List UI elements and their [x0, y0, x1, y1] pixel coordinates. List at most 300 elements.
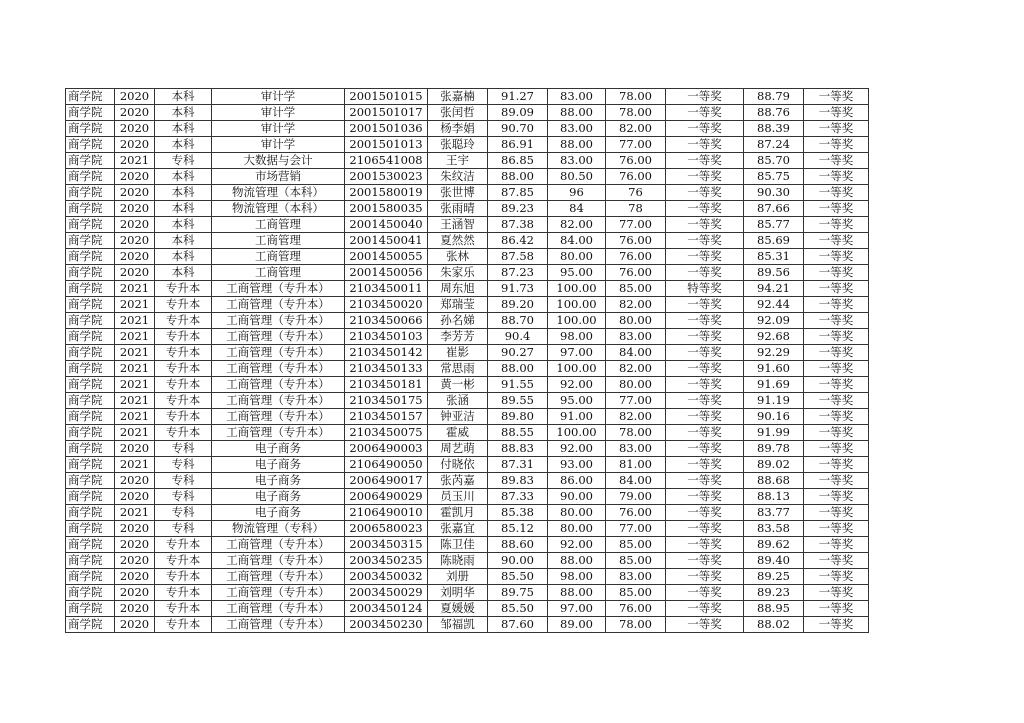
award-2-cell: 一等奖: [804, 313, 869, 329]
college-cell: 商学院: [66, 553, 115, 569]
level-cell: 专升本: [155, 329, 212, 345]
table-row: [66, 553, 869, 569]
score-3-cell: 81.00: [606, 457, 666, 473]
table-row: [66, 441, 869, 457]
award-1-cell: 一等奖: [666, 601, 744, 617]
name-cell: 张涵: [428, 393, 488, 409]
score-1-cell: 87.58: [488, 249, 548, 265]
table-row: [66, 361, 869, 377]
total-score-cell: 83.77: [744, 505, 804, 521]
score-1-cell: 88.55: [488, 425, 548, 441]
college-cell: 商学院: [66, 281, 115, 297]
college-cell: 商学院: [66, 505, 115, 521]
total-score-cell: 91.60: [744, 361, 804, 377]
college-cell: 商学院: [66, 521, 115, 537]
score-3-cell: 76.00: [606, 505, 666, 521]
score-3-cell: 78.00: [606, 425, 666, 441]
total-score-cell: 91.99: [744, 425, 804, 441]
year-cell: 2020: [115, 265, 155, 281]
score-2-cell: 83.00: [548, 153, 606, 169]
name-cell: 夏媛媛: [428, 601, 488, 617]
award-1-cell: 一等奖: [666, 457, 744, 473]
major-cell: 工商管理（专升本）: [212, 377, 345, 393]
major-cell: 工商管理（专升本）: [212, 345, 345, 361]
score-1-cell: 85.50: [488, 601, 548, 617]
table-row: [66, 569, 869, 585]
award-2-cell: 一等奖: [804, 249, 869, 265]
table-row: [66, 473, 869, 489]
award-1-cell: 一等奖: [666, 537, 744, 553]
name-cell: 员玉川: [428, 489, 488, 505]
year-cell: 2020: [115, 537, 155, 553]
student-id-cell: 2001501013: [345, 137, 428, 153]
score-3-cell: 76.00: [606, 249, 666, 265]
score-2-cell: 84.00: [548, 233, 606, 249]
score-2-cell: 100.00: [548, 313, 606, 329]
award-2-cell: 一等奖: [804, 345, 869, 361]
table-row: [66, 233, 869, 249]
award-1-cell: 一等奖: [666, 201, 744, 217]
year-cell: 2020: [115, 601, 155, 617]
college-cell: 商学院: [66, 409, 115, 425]
student-id-cell: 2003450029: [345, 585, 428, 601]
score-2-cell: 83.00: [548, 121, 606, 137]
award-2-cell: 一等奖: [804, 329, 869, 345]
award-1-cell: 一等奖: [666, 441, 744, 457]
award-2-cell: 一等奖: [804, 265, 869, 281]
year-cell: 2021: [115, 361, 155, 377]
college-cell: 商学院: [66, 265, 115, 281]
award-2-cell: 一等奖: [804, 169, 869, 185]
name-cell: 陈卫佳: [428, 537, 488, 553]
level-cell: 本科: [155, 233, 212, 249]
score-1-cell: 91.55: [488, 377, 548, 393]
student-id-cell: 2103450103: [345, 329, 428, 345]
major-cell: 工商管理（专升本）: [212, 329, 345, 345]
major-cell: 工商管理: [212, 233, 345, 249]
table-row: [66, 505, 869, 521]
score-1-cell: 90.70: [488, 121, 548, 137]
major-cell: 工商管理（专升本）: [212, 281, 345, 297]
award-2-cell: 一等奖: [804, 217, 869, 233]
level-cell: 专升本: [155, 425, 212, 441]
major-cell: 电子商务: [212, 441, 345, 457]
level-cell: 本科: [155, 201, 212, 217]
award-2-cell: 一等奖: [804, 377, 869, 393]
year-cell: 2021: [115, 409, 155, 425]
award-2-cell: 一等奖: [804, 569, 869, 585]
college-cell: 商学院: [66, 233, 115, 249]
year-cell: 2020: [115, 249, 155, 265]
score-2-cell: 97.00: [548, 345, 606, 361]
student-id-cell: 2103450066: [345, 313, 428, 329]
name-cell: 张芮嘉: [428, 473, 488, 489]
score-1-cell: 89.20: [488, 297, 548, 313]
total-score-cell: 89.23: [744, 585, 804, 601]
table-row: [66, 377, 869, 393]
award-1-cell: 一等奖: [666, 121, 744, 137]
score-3-cell: 84.00: [606, 345, 666, 361]
major-cell: 工商管理（专升本）: [212, 409, 345, 425]
score-1-cell: 88.00: [488, 361, 548, 377]
name-cell: 周艺萌: [428, 441, 488, 457]
award-2-cell: 一等奖: [804, 537, 869, 553]
score-1-cell: 91.27: [488, 89, 548, 105]
year-cell: 2020: [115, 521, 155, 537]
student-id-cell: 2006490029: [345, 489, 428, 505]
college-cell: 商学院: [66, 537, 115, 553]
major-cell: 工商管理（专升本）: [212, 553, 345, 569]
total-score-cell: 85.75: [744, 169, 804, 185]
total-score-cell: 88.76: [744, 105, 804, 121]
college-cell: 商学院: [66, 329, 115, 345]
major-cell: 工商管理（专升本）: [212, 569, 345, 585]
college-cell: 商学院: [66, 137, 115, 153]
award-1-cell: 一等奖: [666, 89, 744, 105]
award-2-cell: 一等奖: [804, 489, 869, 505]
score-2-cell: 93.00: [548, 457, 606, 473]
award-1-cell: 一等奖: [666, 217, 744, 233]
college-cell: 商学院: [66, 361, 115, 377]
name-cell: 李芳芳: [428, 329, 488, 345]
score-1-cell: 88.60: [488, 537, 548, 553]
college-cell: 商学院: [66, 457, 115, 473]
score-3-cell: 83.00: [606, 569, 666, 585]
level-cell: 专科: [155, 457, 212, 473]
score-2-cell: 80.00: [548, 505, 606, 521]
award-1-cell: 一等奖: [666, 185, 744, 201]
name-cell: 王宇: [428, 153, 488, 169]
table-row: [66, 265, 869, 281]
major-cell: 电子商务: [212, 489, 345, 505]
student-id-cell: 2103450142: [345, 345, 428, 361]
award-2-cell: 一等奖: [804, 233, 869, 249]
total-score-cell: 85.70: [744, 153, 804, 169]
level-cell: 专升本: [155, 361, 212, 377]
college-cell: 商学院: [66, 89, 115, 105]
score-3-cell: 76.00: [606, 601, 666, 617]
year-cell: 2020: [115, 441, 155, 457]
level-cell: 本科: [155, 185, 212, 201]
year-cell: 2020: [115, 569, 155, 585]
award-1-cell: 一等奖: [666, 617, 744, 633]
score-1-cell: 90.27: [488, 345, 548, 361]
score-2-cell: 88.00: [548, 105, 606, 121]
score-2-cell: 92.00: [548, 441, 606, 457]
award-1-cell: 一等奖: [666, 137, 744, 153]
level-cell: 专科: [155, 521, 212, 537]
award-2-cell: 一等奖: [804, 281, 869, 297]
major-cell: 大数据与会计: [212, 153, 345, 169]
score-2-cell: 96: [548, 185, 606, 201]
level-cell: 专科: [155, 473, 212, 489]
year-cell: 2020: [115, 553, 155, 569]
score-1-cell: 85.38: [488, 505, 548, 521]
total-score-cell: 89.40: [744, 553, 804, 569]
major-cell: 工商管理: [212, 217, 345, 233]
award-1-cell: 一等奖: [666, 249, 744, 265]
award-2-cell: 一等奖: [804, 409, 869, 425]
score-3-cell: 85.00: [606, 585, 666, 601]
student-id-cell: 2103450157: [345, 409, 428, 425]
award-2-cell: 一等奖: [804, 89, 869, 105]
college-cell: 商学院: [66, 393, 115, 409]
year-cell: 2020: [115, 585, 155, 601]
name-cell: 霍威: [428, 425, 488, 441]
level-cell: 专升本: [155, 313, 212, 329]
level-cell: 专升本: [155, 569, 212, 585]
name-cell: 邹福凯: [428, 617, 488, 633]
score-3-cell: 82.00: [606, 297, 666, 313]
score-3-cell: 82.00: [606, 361, 666, 377]
score-2-cell: 88.00: [548, 137, 606, 153]
year-cell: 2020: [115, 489, 155, 505]
level-cell: 本科: [155, 121, 212, 137]
student-id-cell: 2106541008: [345, 153, 428, 169]
score-1-cell: 87.33: [488, 489, 548, 505]
name-cell: 夏然然: [428, 233, 488, 249]
name-cell: 张闰哲: [428, 105, 488, 121]
score-3-cell: 80.00: [606, 377, 666, 393]
level-cell: 本科: [155, 89, 212, 105]
total-score-cell: 85.77: [744, 217, 804, 233]
score-1-cell: 88.00: [488, 169, 548, 185]
college-cell: 商学院: [66, 185, 115, 201]
score-2-cell: 80.00: [548, 249, 606, 265]
student-id-cell: 2001450055: [345, 249, 428, 265]
year-cell: 2020: [115, 169, 155, 185]
student-id-cell: 2103450175: [345, 393, 428, 409]
student-id-cell: 2103450011: [345, 281, 428, 297]
student-id-cell: 2106490050: [345, 457, 428, 473]
college-cell: 商学院: [66, 169, 115, 185]
college-cell: 商学院: [66, 105, 115, 121]
name-cell: 朱家乐: [428, 265, 488, 281]
table-row: [66, 185, 869, 201]
name-cell: 孙名娣: [428, 313, 488, 329]
student-id-cell: 2003450032: [345, 569, 428, 585]
score-3-cell: 83.00: [606, 441, 666, 457]
table-row: [66, 169, 869, 185]
score-3-cell: 85.00: [606, 281, 666, 297]
student-id-cell: 2001450056: [345, 265, 428, 281]
major-cell: 市场营销: [212, 169, 345, 185]
score-1-cell: 86.91: [488, 137, 548, 153]
award-2-cell: 一等奖: [804, 585, 869, 601]
table-row: [66, 297, 869, 313]
table-row: [66, 409, 869, 425]
award-2-cell: 一等奖: [804, 105, 869, 121]
total-score-cell: 88.13: [744, 489, 804, 505]
student-id-cell: 2106490010: [345, 505, 428, 521]
table-row: [66, 329, 869, 345]
total-score-cell: 92.29: [744, 345, 804, 361]
major-cell: 电子商务: [212, 473, 345, 489]
award-1-cell: 一等奖: [666, 233, 744, 249]
table-row: [66, 537, 869, 553]
student-id-cell: 2001530023: [345, 169, 428, 185]
major-cell: 物流管理（本科）: [212, 185, 345, 201]
college-cell: 商学院: [66, 121, 115, 137]
major-cell: 工商管理（专升本）: [212, 297, 345, 313]
score-3-cell: 76.00: [606, 233, 666, 249]
award-2-cell: 一等奖: [804, 441, 869, 457]
award-2-cell: 一等奖: [804, 297, 869, 313]
year-cell: 2021: [115, 297, 155, 313]
student-id-cell: 2001501017: [345, 105, 428, 121]
level-cell: 专升本: [155, 409, 212, 425]
level-cell: 本科: [155, 105, 212, 121]
total-score-cell: 88.02: [744, 617, 804, 633]
score-2-cell: 100.00: [548, 361, 606, 377]
score-1-cell: 86.85: [488, 153, 548, 169]
score-1-cell: 87.60: [488, 617, 548, 633]
total-score-cell: 88.79: [744, 89, 804, 105]
student-id-cell: 2001580019: [345, 185, 428, 201]
year-cell: 2021: [115, 457, 155, 473]
score-1-cell: 90.00: [488, 553, 548, 569]
major-cell: 工商管理: [212, 249, 345, 265]
level-cell: 专升本: [155, 281, 212, 297]
award-1-cell: 一等奖: [666, 105, 744, 121]
score-2-cell: 84: [548, 201, 606, 217]
table-row: [66, 393, 869, 409]
score-2-cell: 92.00: [548, 377, 606, 393]
score-3-cell: 83.00: [606, 329, 666, 345]
student-id-cell: 2003450235: [345, 553, 428, 569]
major-cell: 审计学: [212, 137, 345, 153]
name-cell: 张林: [428, 249, 488, 265]
table-row: [66, 89, 869, 105]
level-cell: 专科: [155, 505, 212, 521]
table-row: [66, 617, 869, 633]
level-cell: 专升本: [155, 553, 212, 569]
name-cell: 张世博: [428, 185, 488, 201]
table-row: [66, 457, 869, 473]
award-1-cell: 一等奖: [666, 313, 744, 329]
level-cell: 专升本: [155, 377, 212, 393]
level-cell: 专科: [155, 489, 212, 505]
student-id-cell: 2001501036: [345, 121, 428, 137]
name-cell: 陈晓雨: [428, 553, 488, 569]
major-cell: 工商管理（专升本）: [212, 617, 345, 633]
award-1-cell: 一等奖: [666, 265, 744, 281]
year-cell: 2021: [115, 425, 155, 441]
total-score-cell: 92.68: [744, 329, 804, 345]
major-cell: 工商管理（专升本）: [212, 585, 345, 601]
score-2-cell: 80.50: [548, 169, 606, 185]
level-cell: 专升本: [155, 537, 212, 553]
award-2-cell: 一等奖: [804, 153, 869, 169]
college-cell: 商学院: [66, 441, 115, 457]
name-cell: 常思雨: [428, 361, 488, 377]
award-1-cell: 一等奖: [666, 377, 744, 393]
student-id-cell: 2003450230: [345, 617, 428, 633]
table-row: [66, 217, 869, 233]
name-cell: 钟亚洁: [428, 409, 488, 425]
award-2-cell: 一等奖: [804, 521, 869, 537]
table-row: [66, 585, 869, 601]
table-row: [66, 521, 869, 537]
award-1-cell: 一等奖: [666, 425, 744, 441]
year-cell: 2020: [115, 105, 155, 121]
year-cell: 2021: [115, 329, 155, 345]
major-cell: 工商管理（专升本）: [212, 537, 345, 553]
student-id-cell: 2006580023: [345, 521, 428, 537]
award-1-cell: 一等奖: [666, 409, 744, 425]
year-cell: 2021: [115, 505, 155, 521]
total-score-cell: 88.39: [744, 121, 804, 137]
name-cell: 刘明华: [428, 585, 488, 601]
level-cell: 专升本: [155, 393, 212, 409]
year-cell: 2020: [115, 201, 155, 217]
college-cell: 商学院: [66, 377, 115, 393]
student-id-cell: 2001580035: [345, 201, 428, 217]
score-1-cell: 87.85: [488, 185, 548, 201]
score-2-cell: 98.00: [548, 329, 606, 345]
year-cell: 2020: [115, 137, 155, 153]
total-score-cell: 90.30: [744, 185, 804, 201]
total-score-cell: 89.62: [744, 537, 804, 553]
score-2-cell: 100.00: [548, 425, 606, 441]
total-score-cell: 91.69: [744, 377, 804, 393]
score-3-cell: 85.00: [606, 553, 666, 569]
level-cell: 专升本: [155, 345, 212, 361]
score-1-cell: 85.12: [488, 521, 548, 537]
total-score-cell: 89.56: [744, 265, 804, 281]
major-cell: 电子商务: [212, 505, 345, 521]
award-1-cell: 一等奖: [666, 169, 744, 185]
name-cell: 刘册: [428, 569, 488, 585]
award-1-cell: 一等奖: [666, 505, 744, 521]
name-cell: 郑瑞莹: [428, 297, 488, 313]
student-id-cell: 2006490003: [345, 441, 428, 457]
score-1-cell: 89.75: [488, 585, 548, 601]
college-cell: 商学院: [66, 153, 115, 169]
total-score-cell: 83.58: [744, 521, 804, 537]
major-cell: 审计学: [212, 105, 345, 121]
score-2-cell: 88.00: [548, 553, 606, 569]
student-id-cell: 2001501015: [345, 89, 428, 105]
award-1-cell: 一等奖: [666, 153, 744, 169]
score-3-cell: 84.00: [606, 473, 666, 489]
table-row: [66, 105, 869, 121]
score-3-cell: 78: [606, 201, 666, 217]
score-3-cell: 80.00: [606, 313, 666, 329]
name-cell: 朱纹洁: [428, 169, 488, 185]
year-cell: 2020: [115, 617, 155, 633]
score-2-cell: 97.00: [548, 601, 606, 617]
award-1-cell: 特等奖: [666, 281, 744, 297]
score-3-cell: 77.00: [606, 393, 666, 409]
total-score-cell: 90.16: [744, 409, 804, 425]
award-table: [65, 88, 869, 633]
total-score-cell: 87.66: [744, 201, 804, 217]
level-cell: 本科: [155, 169, 212, 185]
score-1-cell: 88.83: [488, 441, 548, 457]
level-cell: 专升本: [155, 585, 212, 601]
total-score-cell: 89.78: [744, 441, 804, 457]
award-2-cell: 一等奖: [804, 201, 869, 217]
score-3-cell: 78.00: [606, 89, 666, 105]
score-1-cell: 85.50: [488, 569, 548, 585]
name-cell: 张聪玲: [428, 137, 488, 153]
score-2-cell: 83.00: [548, 89, 606, 105]
score-1-cell: 86.42: [488, 233, 548, 249]
score-3-cell: 77.00: [606, 217, 666, 233]
college-cell: 商学院: [66, 601, 115, 617]
score-1-cell: 88.70: [488, 313, 548, 329]
